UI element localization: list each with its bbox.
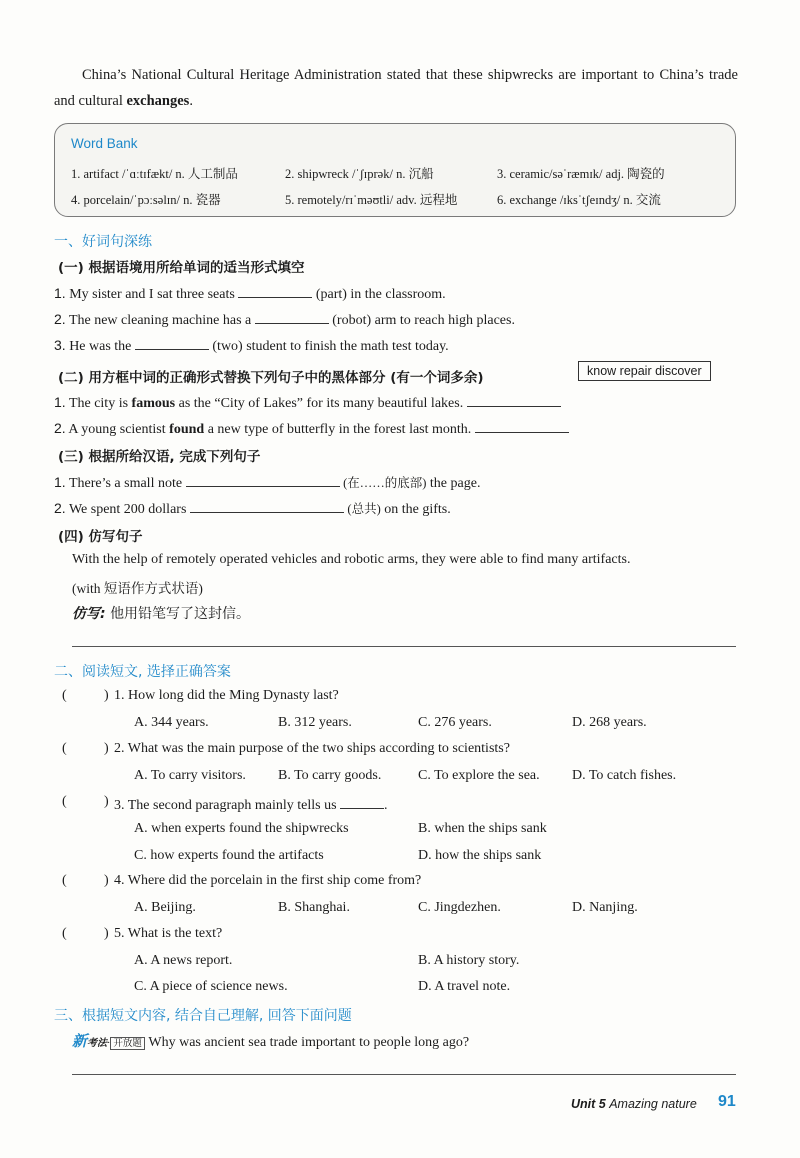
answer-paren-close: ): [104, 741, 109, 756]
answer-blank[interactable]: [467, 392, 561, 407]
part-3-title: (三) 根据所给汉语, 完成下列句子: [58, 449, 261, 465]
answer-paren-close: ): [104, 926, 109, 941]
item-number: 2.: [54, 500, 66, 516]
answer-line[interactable]: [72, 646, 736, 647]
answer-paren-open[interactable]: (: [62, 794, 67, 809]
word-bank-item: 4. porcelain/ˈpɔːsəlɪn/ n. 瓷器: [71, 193, 221, 207]
question-text: 1. How long did the Ming Dynasty last?: [114, 688, 339, 703]
option: B. when the ships sank: [418, 821, 547, 836]
option: D. 268 years.: [572, 715, 647, 730]
page-number: 91: [718, 1093, 736, 1110]
word-bank: [54, 123, 736, 217]
exam-tag: 考法: [87, 1038, 108, 1049]
item-text: We spent 200 dollars: [68, 502, 187, 517]
item-text: A young scientist: [68, 422, 166, 437]
option: D. To catch fishes.: [572, 768, 677, 783]
question-row: [114, 794, 388, 814]
imitate-row: [72, 603, 250, 623]
option: C. 276 years.: [418, 715, 492, 730]
item-text: He was the: [69, 339, 132, 354]
model-sentence: With the help of remotely operated vehicles and robotic arms, they were able to find many artifacts.: [72, 552, 631, 567]
intro-text: China’s National Cultural Heritage Administration stated that these shipwrecks are important to China’s trade and cultural: [54, 67, 738, 109]
option: C. Jingdezhen.: [418, 900, 501, 915]
item-text: My sister and I sat three seats: [69, 287, 235, 302]
model-note: (with 短语作方式状语): [72, 581, 203, 596]
translate-item: [54, 472, 480, 492]
item-text: as the “City of Lakes” for its many beautiful lakes.: [178, 396, 464, 411]
answer-blank[interactable]: [475, 418, 569, 433]
imitate-text: 他用铅笔写了这封信。: [110, 606, 251, 622]
part-4-title: (四) 仿写句子: [58, 529, 143, 545]
answer-blank[interactable]: [255, 309, 329, 324]
option: C. how experts found the artifacts: [134, 848, 324, 863]
new-tag: 新: [72, 1032, 88, 1050]
option: D. Nanjing.: [572, 900, 638, 915]
answer-line[interactable]: [72, 1074, 736, 1075]
option: A. Beijing.: [134, 900, 196, 915]
intro-bold-word: exchanges: [126, 93, 190, 109]
fill-item: [54, 309, 515, 329]
translate-item: [54, 498, 451, 518]
replace-item: [54, 392, 561, 412]
item-number: 1.: [54, 285, 66, 301]
option: A. To carry visitors.: [134, 768, 246, 783]
question-text: 2. What was the main purpose of the two ships according to scientists?: [114, 741, 510, 756]
intro-paragraph: [54, 62, 738, 114]
replace-item: [54, 418, 569, 438]
option: A. A news report.: [134, 953, 233, 968]
word-bank-item: 6. exchange /ɪksˈtʃeɪndʒ/ n. 交流: [497, 193, 661, 207]
part-2-title: (二) 用方框中词的正确形式替换下列句子中的黑体部分 (有一个词多余): [58, 370, 484, 386]
bold-word: famous: [131, 396, 176, 411]
chinese-hint: (总共): [347, 502, 381, 516]
option: A. when experts found the shipwrecks: [134, 821, 349, 836]
word-box: know repair discover: [578, 361, 711, 381]
option: D. how the ships sank: [418, 848, 542, 863]
answer-paren-close: ): [104, 688, 109, 703]
question-text: 5. What is the text?: [114, 926, 223, 941]
answer-blank[interactable]: [190, 498, 344, 513]
question-end: .: [384, 798, 388, 813]
part-1-title: (一) 根据语境用所给单词的适当形式填空: [58, 260, 305, 276]
item-number: 2.: [54, 420, 66, 436]
answer-paren-open[interactable]: (: [62, 741, 67, 756]
tag-dot: ·: [107, 1038, 111, 1049]
item-number: 2.: [54, 311, 66, 327]
word-bank-item: 1. artifact /ˈɑːtɪfækt/ n. 人工制品: [71, 167, 238, 181]
item-number: 1.: [54, 394, 66, 410]
answer-paren-open[interactable]: (: [62, 873, 67, 888]
item-text: a new type of butterfly in the forest last month.: [207, 422, 472, 437]
unit-name: Amazing nature: [609, 1097, 697, 1111]
footer-unit: [571, 1097, 697, 1111]
word-bank-item: 3. ceramic/səˈræmɪk/ adj. 陶瓷的: [497, 167, 665, 181]
open-question-text: Why was ancient sea trade important to people long ago?: [148, 1035, 470, 1050]
answer-blank[interactable]: [135, 335, 209, 350]
item-text: (robot) arm to reach high places.: [332, 313, 515, 328]
fill-item: [54, 283, 446, 303]
intro-end: .: [189, 93, 193, 109]
answer-paren-open[interactable]: (: [62, 926, 67, 941]
answer-paren-open[interactable]: (: [62, 688, 67, 703]
unit-label: Unit 5: [571, 1097, 606, 1111]
word-bank-item: 5. remotely/rɪˈməʊtli/ adv. 远程地: [285, 193, 458, 207]
item-text: The city is: [68, 396, 129, 411]
section-3-title: 三、根据短文内容, 结合自己理解, 回答下面问题: [54, 1008, 352, 1024]
question-text: 3. The second paragraph mainly tells us: [114, 798, 337, 813]
item-text: There’s a small note: [68, 476, 183, 491]
option: D. A travel note.: [418, 979, 511, 994]
option: B. 312 years.: [278, 715, 352, 730]
option: C. A piece of science news.: [134, 979, 288, 994]
fill-item: [54, 335, 449, 355]
answer-blank[interactable]: [186, 472, 340, 487]
word-bank-title: Word Bank: [71, 136, 138, 151]
open-question-row: [72, 1030, 469, 1051]
item-text: the page.: [429, 476, 481, 491]
item-number: 3.: [54, 337, 66, 353]
item-text: (two) student to finish the math test today.: [212, 339, 449, 354]
open-question-tag: 开放题: [110, 1037, 145, 1050]
item-text: The new cleaning machine has a: [68, 313, 252, 328]
question-text: 4. Where did the porcelain in the first ship come from?: [114, 873, 422, 888]
word-bank-item: 2. shipwreck /ˈʃɪprək/ n. 沉船: [285, 167, 434, 181]
option: B. Shanghai.: [278, 900, 350, 915]
chinese-hint: (在……的底部): [343, 476, 427, 490]
option: B. A history story.: [418, 953, 520, 968]
option: B. To carry goods.: [278, 768, 382, 783]
section-1-title: 一、好词句深练: [54, 234, 152, 250]
option: C. To explore the sea.: [418, 768, 540, 783]
item-text: on the gifts.: [384, 502, 451, 517]
answer-blank[interactable]: [238, 283, 312, 298]
item-text: (part) in the classroom.: [315, 287, 446, 302]
answer-paren-close: ): [104, 873, 109, 888]
section-2-title: 二、阅读短文, 选择正确答案: [54, 664, 231, 680]
bold-word: found: [169, 422, 205, 437]
answer-blank[interactable]: [340, 794, 384, 809]
imitate-label: 仿写:: [72, 606, 106, 622]
answer-paren-close: ): [104, 794, 109, 809]
option: A. 344 years.: [134, 715, 209, 730]
item-number: 1.: [54, 474, 66, 490]
